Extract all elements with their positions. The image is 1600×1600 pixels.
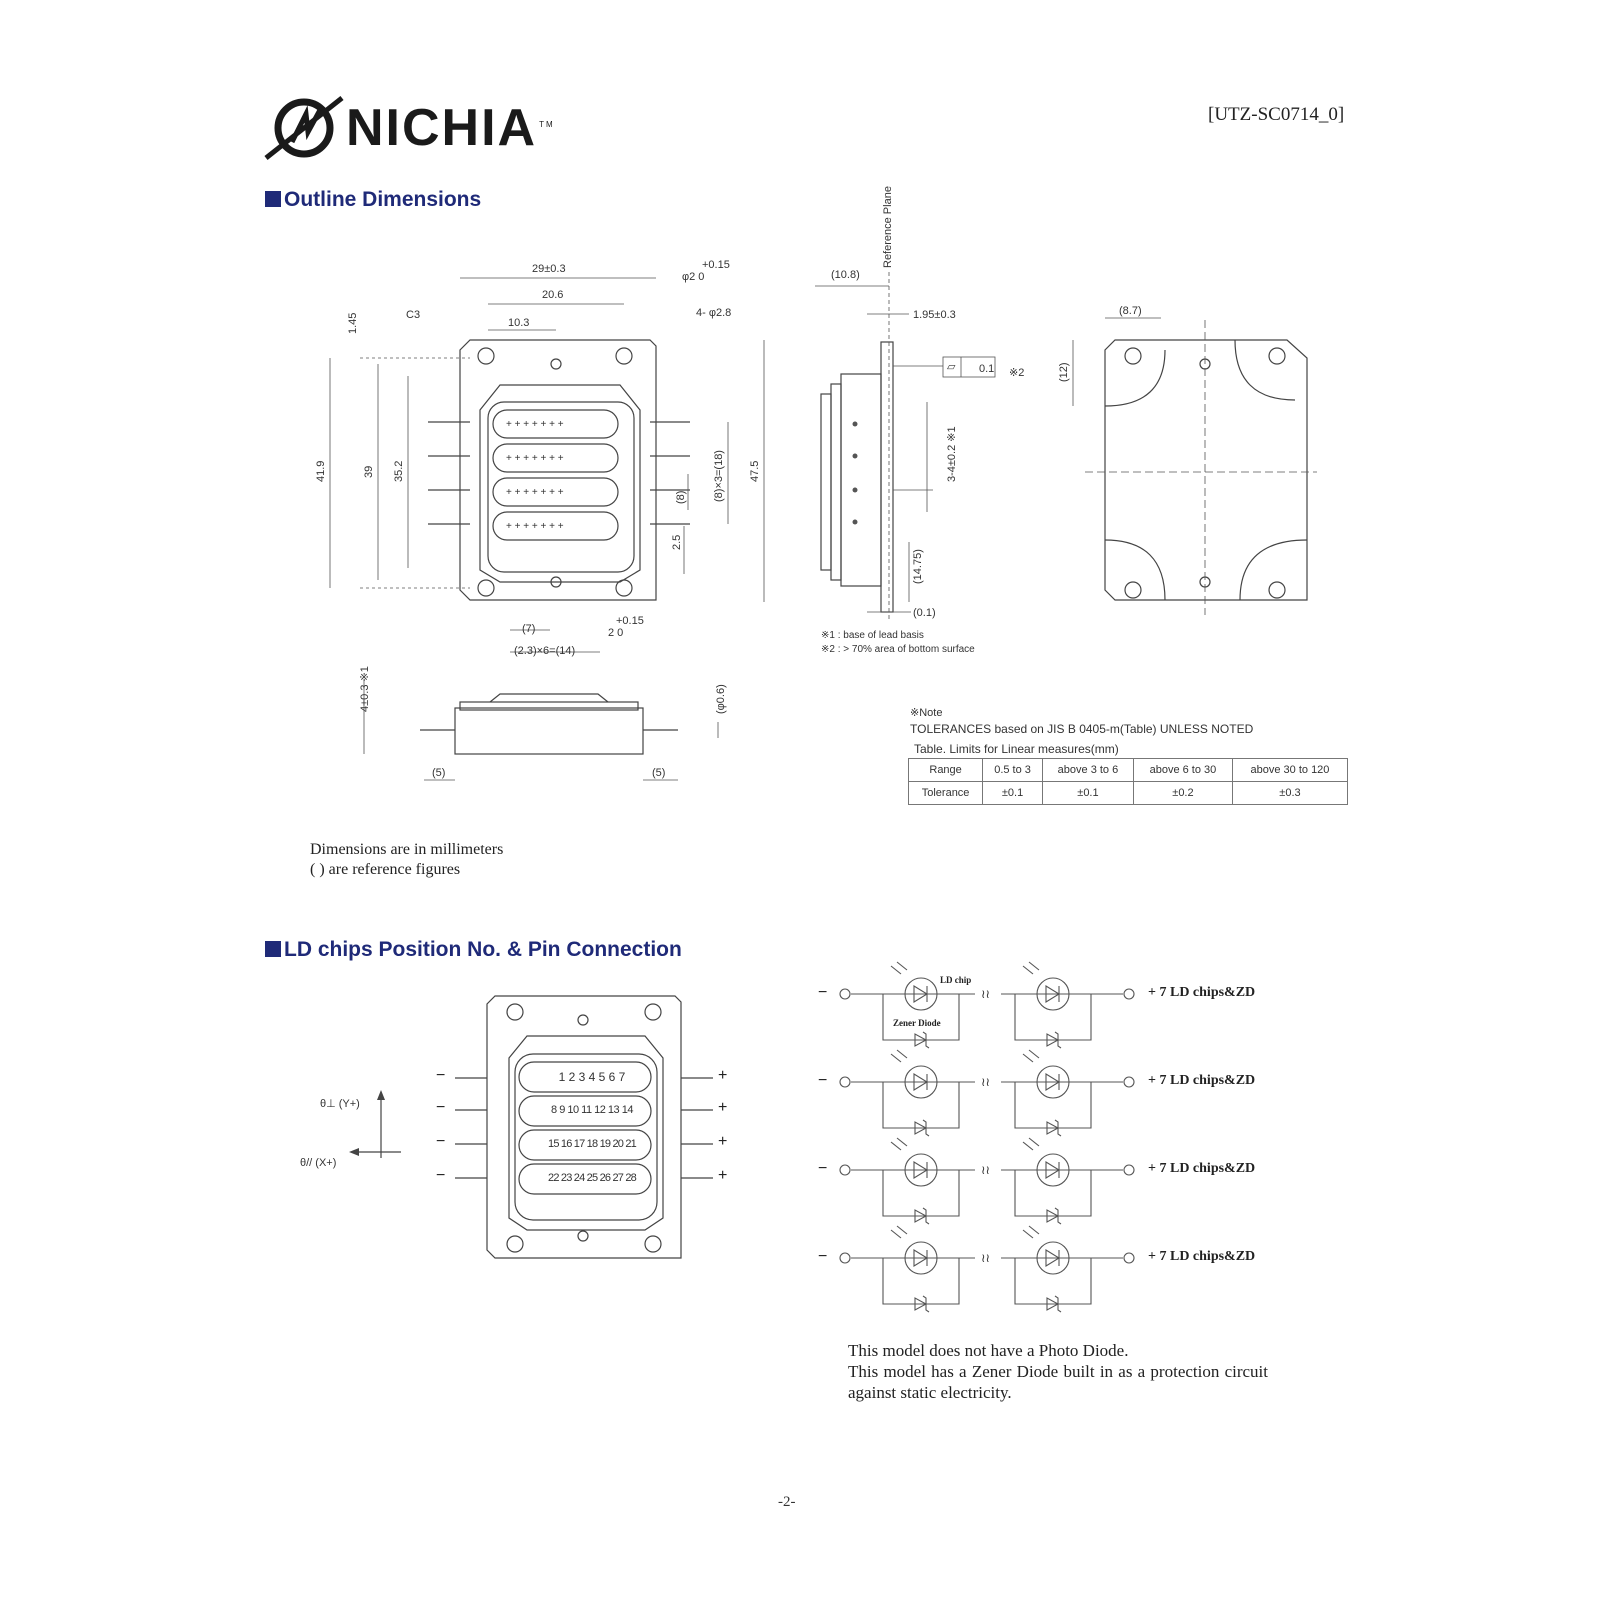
- svg-text:Reference Plane: Reference Plane: [882, 186, 894, 268]
- top-view-drawing: [310, 250, 790, 670]
- table-header-cell: above 30 to 120: [1232, 759, 1347, 782]
- svg-text:▱: ▱: [947, 361, 956, 373]
- pin-plus-label: +: [718, 1067, 728, 1084]
- table-row: [909, 782, 1348, 805]
- section-bullet-icon: [265, 191, 281, 207]
- brand-name: NICHIA: [346, 99, 538, 157]
- emission-arrow-icon: [1029, 1226, 1039, 1234]
- emission-arrow-icon: [897, 962, 907, 970]
- table-header-cell: 0.5 to 3: [983, 759, 1043, 782]
- svg-text:2 0: 2 0: [608, 627, 624, 639]
- bottom-note-line: This model does not have a Photo Diode.: [848, 1341, 1129, 1360]
- svg-text:(2.3)×6=(14): (2.3)×6=(14): [514, 645, 576, 657]
- zener-branch-wire: [1015, 1258, 1091, 1304]
- svg-text:(0.1): (0.1): [913, 607, 936, 619]
- axis-y-arrow-icon: [377, 1090, 385, 1100]
- tolerance-line: TOLERANCES based on JIS B 0405-m(Table) UNLESS NOTED: [910, 722, 1254, 736]
- svg-text:(12): (12): [1058, 362, 1070, 382]
- emission-arrow-icon: [897, 1226, 907, 1234]
- tolerance-table: [908, 758, 1348, 805]
- axis-x-arrow-icon: [349, 1148, 359, 1156]
- nichia-logo-mark-icon: [262, 92, 350, 162]
- break-mark-icon: ≀≀: [981, 1163, 990, 1177]
- table-cell: ±0.1: [983, 782, 1043, 805]
- svg-text:+0.15: +0.15: [616, 615, 644, 627]
- emission-arrow-icon: [891, 1054, 901, 1062]
- emission-arrow-icon: [1023, 1230, 1033, 1238]
- pin-row-4: 22 23 24 25 26 27 28: [548, 1172, 636, 1184]
- pin-plus-label: +: [718, 1133, 728, 1150]
- logo: [262, 92, 607, 162]
- svg-text:(8): (8): [675, 490, 687, 504]
- zener-branch-wire: [1015, 1082, 1091, 1128]
- pin-minus-label: −: [436, 1067, 446, 1084]
- dimensions-note: [310, 840, 503, 880]
- break-mark-icon: ≀≀: [981, 987, 990, 1001]
- table-header-cell: above 6 to 30: [1133, 759, 1232, 782]
- svg-text:35.2: 35.2: [393, 460, 405, 482]
- svg-text:29±0.3: 29±0.3: [532, 263, 566, 275]
- circuit-row-label: + 7 LD chips&ZD: [1148, 985, 1256, 1000]
- svg-text:+ + + + + + +: + + + + + + +: [506, 487, 564, 498]
- pin-row-3: 15 16 17 18 19 20 21: [548, 1138, 636, 1150]
- circuit-row-label: + 7 LD chips&ZD: [1148, 1161, 1256, 1176]
- terminal-minus-icon: [840, 1253, 850, 1263]
- zener-branch-wire: [883, 1170, 959, 1216]
- emission-arrow-icon: [1029, 962, 1039, 970]
- table-cell: ±0.2: [1133, 782, 1232, 805]
- zener-diode-label: Zener Diode: [893, 1018, 941, 1028]
- svg-text:(8)×3=(18): (8)×3=(18): [713, 450, 725, 502]
- svg-text:※2: ※2: [1009, 367, 1025, 379]
- svg-text:+ + + + + + +: + + + + + + +: [506, 453, 564, 464]
- svg-text:(5): (5): [652, 767, 666, 779]
- emission-arrow-icon: [897, 1050, 907, 1058]
- terminal-minus-icon: [840, 989, 850, 999]
- emission-arrow-icon: [891, 1142, 901, 1150]
- circuit-row-label: + 7 LD chips&ZD: [1148, 1249, 1256, 1264]
- svg-text:C3: C3: [406, 309, 421, 321]
- terminal-plus-icon: [1124, 1165, 1134, 1175]
- bottom-note-line: This model has a Zener Diode built in as a protection circuit against static electricity.: [848, 1362, 1268, 1402]
- page-number: -2-: [778, 1494, 796, 1510]
- terminal-plus-icon: [1124, 1077, 1134, 1087]
- svg-text:2.5: 2.5: [671, 534, 683, 550]
- note-mark: ※Note: [910, 707, 943, 719]
- emission-arrow-icon: [1029, 1050, 1039, 1058]
- section-bullet-icon: [265, 941, 281, 957]
- terminal-minus-icon: [840, 1077, 850, 1087]
- pin-plus-label: +: [718, 1167, 728, 1184]
- zener-branch-wire: [1015, 994, 1091, 1040]
- svg-text:(8.7): (8.7): [1119, 305, 1142, 317]
- svg-text:+ + + + + + +: + + + + + + +: [506, 521, 564, 532]
- pin-section-title: LD chips Position No. & Pin Connection: [265, 938, 682, 962]
- circuit-row-label: + 7 LD chips&ZD: [1148, 1073, 1256, 1088]
- zener-branch-wire: [883, 1258, 959, 1304]
- pin-row-2: 8 9 10 11 12 13 14: [551, 1104, 633, 1116]
- table-row: [909, 759, 1348, 782]
- tolerance-note: [910, 706, 1350, 756]
- svg-text:(5): (5): [432, 767, 446, 779]
- terminal-plus-icon: [1124, 989, 1134, 999]
- svg-text:4±0.3 ※1: 4±0.3 ※1: [359, 666, 371, 712]
- trademark-mark: TM: [539, 119, 555, 129]
- break-mark-icon: ≀≀: [981, 1251, 990, 1265]
- circuit-minus-label: −: [818, 1248, 828, 1265]
- pin-minus-label: −: [436, 1099, 446, 1116]
- svg-text:1.45: 1.45: [347, 312, 359, 334]
- pin-minus-label: −: [436, 1167, 446, 1184]
- svg-text:(14.75): (14.75): [912, 549, 924, 584]
- svg-text:※1 : base of lead basis: ※1 : base of lead basis: [821, 630, 924, 641]
- bottom-note: [848, 1340, 1268, 1403]
- svg-text:φ2 0: φ2 0: [682, 271, 705, 283]
- circuit-minus-label: −: [818, 1160, 828, 1177]
- zener-branch-wire: [883, 1082, 959, 1128]
- svg-text:0.1: 0.1: [979, 363, 995, 375]
- svg-text:1.95±0.3: 1.95±0.3: [913, 309, 956, 321]
- emission-arrow-icon: [891, 966, 901, 974]
- emission-arrow-icon: [1023, 966, 1033, 974]
- svg-text:(φ0.6): (φ0.6): [715, 684, 727, 714]
- svg-text:※2 : > 70% area of bottom surf: ※2 : > 70% area of bottom surface: [821, 644, 975, 655]
- terminal-minus-icon: [840, 1165, 850, 1175]
- svg-text:4- φ2.8: 4- φ2.8: [696, 307, 732, 319]
- svg-text:47.5: 47.5: [749, 460, 761, 482]
- table-cell: ±0.3: [1232, 782, 1347, 805]
- circuit-minus-label: −: [818, 1072, 828, 1089]
- svg-text:3-4±0.2 ※1: 3-4±0.2 ※1: [946, 426, 958, 482]
- dimensions-note-line: ( ) are reference figures: [310, 861, 461, 878]
- table-header-cell: Range: [909, 759, 983, 782]
- emission-arrow-icon: [891, 1230, 901, 1238]
- pin-minus-label: −: [436, 1133, 446, 1150]
- pin-plus-label: +: [718, 1099, 728, 1116]
- document-id: [UTZ-SC0714_0]: [1208, 104, 1345, 125]
- pin-row-1: 1 2 3 4 5 6 7: [558, 1070, 626, 1084]
- side-view-drawing: [805, 182, 1045, 672]
- svg-text:(10.8): (10.8): [831, 269, 860, 281]
- table-row-label: Tolerance: [909, 782, 983, 805]
- svg-text:41.9: 41.9: [315, 460, 327, 482]
- axis-y-label: θ⊥ (Y+): [320, 1098, 360, 1110]
- emission-arrow-icon: [1029, 1138, 1039, 1146]
- dimensions-note-line: Dimensions are in millimeters: [310, 841, 504, 858]
- table-header-cell: above 3 to 6: [1042, 759, 1133, 782]
- table-caption: Table. Limits for Linear measures(mm): [914, 742, 1119, 756]
- svg-text:39: 39: [363, 465, 375, 478]
- terminal-plus-icon: [1124, 1253, 1134, 1263]
- ld-chip-label: LD chip: [940, 975, 972, 985]
- front-view-drawing: [340, 650, 760, 800]
- emission-arrow-icon: [897, 1138, 907, 1146]
- axis-x-label: θ// (X+): [300, 1157, 337, 1169]
- svg-text:(7): (7): [522, 623, 536, 635]
- svg-text:10.3: 10.3: [508, 317, 530, 329]
- zener-branch-wire: [1015, 1170, 1091, 1216]
- pin-layout-drawing: [295, 990, 775, 1270]
- outline-section-title: Outline Dimensions: [265, 188, 481, 212]
- circuit-diagram: [815, 960, 1145, 1330]
- svg-text:+ + + + + + +: + + + + + + +: [506, 419, 564, 430]
- emission-arrow-icon: [1023, 1142, 1033, 1150]
- circuit-minus-label: −: [818, 984, 828, 1001]
- back-view-drawing: [1055, 300, 1325, 620]
- emission-arrow-icon: [1023, 1054, 1033, 1062]
- svg-text:20.6: 20.6: [542, 289, 564, 301]
- break-mark-icon: ≀≀: [981, 1075, 990, 1089]
- table-cell: ±0.1: [1042, 782, 1133, 805]
- zener-branch-wire: [883, 994, 959, 1040]
- svg-text:+0.15: +0.15: [702, 259, 730, 271]
